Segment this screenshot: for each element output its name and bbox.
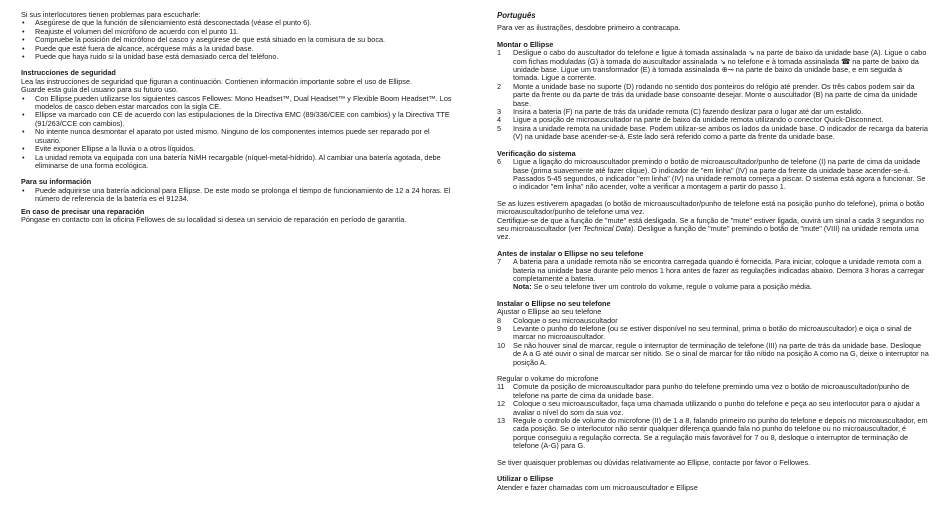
- problems-text: Se tiver quaisquer problemas ou dúvidas relativamente ao Ellipse, contacte por favor o Fellowes.: [497, 457, 811, 467]
- right-column: [497, 12, 929, 492]
- numbered-item: 9 Levante o punho do telefone (ou se estiver disponível no seu terminal, prima o botão do microauscultador) e oiça o sinal de marcar no microauscultador.: [497, 324, 912, 342]
- list-item: • No intente nunca desmontar el aparato por usted mismo. Ninguno de los componentes internos puede ser reparado por el usuario.: [21, 128, 456, 145]
- use-heading: Utilizar o Ellipse: [497, 474, 554, 484]
- safety-intro-2: Guarde esta guía del usuario para su futuro uso.: [21, 85, 178, 95]
- language-title: Português: [497, 11, 536, 20]
- safety-heading: Instrucciones de seguridad: [21, 68, 116, 78]
- numbered-item: 2 Monte a unidade base no suporte (D) rodando no sentido dos ponteiros do relógio até prender. Os três cabos podem sair da parte da frente ou da parte de trás da unidade base consoante desejar. Monte o auscultador (B) na parte de cima da unidade base.: [497, 81, 918, 108]
- note: Nota: Se o seu telefone tiver um controlo do volume, regule o volume para a posição média.: [513, 282, 812, 292]
- repair-text: Póngase en contacto con la oficina Fellowes de su localidad si desea un servicio de reparación en período de garantía.: [21, 214, 407, 224]
- numbered-item: 3 Insira a bateria (F) na parte de trás da unidade remota (C) fazendo deslizar para o lugar até dar um estalido.: [497, 107, 864, 117]
- list-item: • Puede que esté fuera de alcance, acérquese más a la unidad base.: [21, 45, 456, 53]
- info-bullet-list: [21, 187, 456, 204]
- list-item: • Reajuste el volumen del micrófono de acuerdo con el punto 11.: [21, 28, 456, 36]
- numbered-item: 11 Comute da posição de microauscultador para punho do telefone premindo uma vez o botão de microauscultador/punho de telefone na parte de cima da unidade base.: [497, 382, 910, 400]
- intro-bullet-list: [21, 19, 456, 61]
- before-install-heading: Antes de instalar o Ellipse no seu telefone: [497, 248, 644, 258]
- verify-heading: Verificação do sistema: [497, 148, 576, 158]
- numbered-item: 8 Coloque o seu microauscultador: [497, 315, 618, 325]
- intro-text: Para ver as ilustrações, desdobre primeiro a contracapa.: [497, 23, 681, 33]
- list-item: • La unidad remota va equipada con una batería NiMH recargable (níquel-metal-hídrido). Al cambiar una batería agotada, debe eliminarse de una forma ecológica.: [21, 154, 456, 171]
- numbered-item: 4 Ligue a posição de microauscultador na parte de baixo da unidade remota utilizando o conector Quick-Disconnect.: [497, 115, 884, 125]
- list-item: • Con Ellipse pueden utilizarse los siguientes cascos Fellowes: Mono Headset™, Dual Headset™ y Flexible Boom Headset™. Los modelos de casco deben estar marcados con la sigla CE.: [21, 95, 456, 112]
- verify-paragraph: Se as luzes estiverem apagadas (o botão de microauscultador/punho de telefone está na posição punho do telefone), prima o botão microauscultador/punho de telefone uma vez.: [497, 198, 925, 217]
- numbered-item: 10 Se não houver sinal de marcar, regule o interruptor de terminação de telefone (III) na parte de trás da unidade base. Desloque de A a G até ouvir o sinal de marcar ser nítido. Se o sinal de marcar for tão nítido na posição A como na G, deixe o interruptor na posição A.: [497, 340, 929, 367]
- numbered-item: 5 Insira a unidade remota na unidade base. Podem utilizar-se ambos os lados da unidade base. O indicador de recarga da bateria (V) na unidade base acender-se-á. Este lado será referido como a parte da frente da unidade base.: [497, 123, 928, 142]
- repair-heading: En caso de precisar una reparación: [21, 206, 145, 216]
- volume-subheading: Regular o volume do microfone: [497, 374, 599, 384]
- install-subheading: Ajustar o Ellipse ao seu telefone: [497, 307, 602, 317]
- install-heading: Instalar o Ellipse no seu telefone: [497, 298, 611, 308]
- use-text: Atender e fazer chamadas com um microauscultador e Ellipse: [497, 482, 698, 492]
- mount-list: [497, 49, 929, 141]
- mount-heading: Montar o Ellipse: [497, 39, 554, 49]
- list-item: • Ellipse va marcado con CE de acuerdo con las estipulaciones de la Directiva EMC (89/336/CEE con cambios) y la Directiva TTE (91/263/CCE con cambios).: [21, 111, 456, 128]
- list-item: • Puede que haya ruido si la unidad base está demasiado cerca del teléfono.: [21, 53, 456, 61]
- numbered-item: 13 Regule o controlo de volume do microfone (II) de 1 a 8, falando primeiro no punho do telefone e depois no microauscultador, em cada posição. Se o interlocutor não sentir qualquer diferença quando fala no punho do telefone ou no microauscultador, é porque conseguiu a regulação correcta. Se a regulação mais favorável for 7 ou 8, desloque o interruptor de terminação de telefone (A-G) para G.: [497, 416, 928, 451]
- numbered-item: 7 A bateria para a unidade remota não se encontra carregada quando é fornecida. Para iniciar, coloque a unidade remota com a bateria na unidade base durante pelo menos 1 hora antes de fazer as regulações indicadas abaixo. Demora 3 horas a carregar completamente a bateria.: [497, 257, 925, 283]
- left-column: [21, 11, 456, 224]
- safety-intro-1: Lea las instrucciones de seguridad que figuran a continuación. Contienen información importante sobre el uso de Ellipse.: [21, 76, 413, 86]
- intro-bullets-lead: Si sus interlocutores tienen problemas para escucharle:: [21, 10, 201, 19]
- info-heading: Para su información: [21, 177, 92, 187]
- list-item: • Asegúrese de que la función de silenciamiento está desconectada (véase el punto 6).: [21, 19, 456, 27]
- verify-paragraph-mute: Certifique-se de que a função de "mute" está desligada. Se a função de "mute" estiver ligada, ouvirá um sinal a cada 3 segundos no seu microauscultador (ver Technical Data). Desligue a função de "mute" premindo o botão de "mute" (VIII) na unidade remota uma vez.: [497, 215, 924, 242]
- list-item: • Evite exponer Ellipse a la lluvia o a otros líquidos.: [21, 145, 456, 153]
- list-item: • Compruebe la posición del micrófono del casco y asegúrese de que está situado en la comisura de su boca.: [21, 36, 456, 44]
- numbered-item: 1 Desligue o cabo do auscultador do telefone e ligue à tomada assinalada ↘ na parte de baixo da unidade base (A). Ligue o cabo com fichas moduladas (G) à tomada do auscultador assinalada ↘ no telefone e à tomada assinalada ☎ na parte de baixo da unidade base. Ligue um transformador (E) à tomada assinalada ⊕⊸ na parte de baixo da unidade base, e em seguida à tomada. Ligue a corrente.: [497, 48, 927, 83]
- list-item: • Puede adquirirse una batería adicional para Ellipse. De este modo se prolonga el tiempo de funcionamiento de 12 a 24 horas. El número de referencia de la batería es el 91234.: [21, 187, 456, 204]
- numbered-item: 6 Ligue a ligação do microauscultador premindo o botão de microauscultador/punho de telefone (I) na parte de cima da unidade base (prima suavemente até fazer clique). O indicador de "em linha" (IV) na parte da frente da unidade base acender-se-á. Passados 5-45 segundos, o indicador "em linha" (IV) na unidade remota começa a piscar. O sistema está agora a funcionar. Se o indicador "em linha" não acender, volte a verificar a montagem a partir do passo 1.: [497, 157, 926, 192]
- numbered-item: 12 Coloque o seu microauscultador, faça uma chamada utilizando o punho do telefone e peça ao seu interlocutor para o ajudar a avaliar o nível do som da sua voz.: [497, 399, 920, 417]
- safety-bullet-list: [21, 95, 456, 171]
